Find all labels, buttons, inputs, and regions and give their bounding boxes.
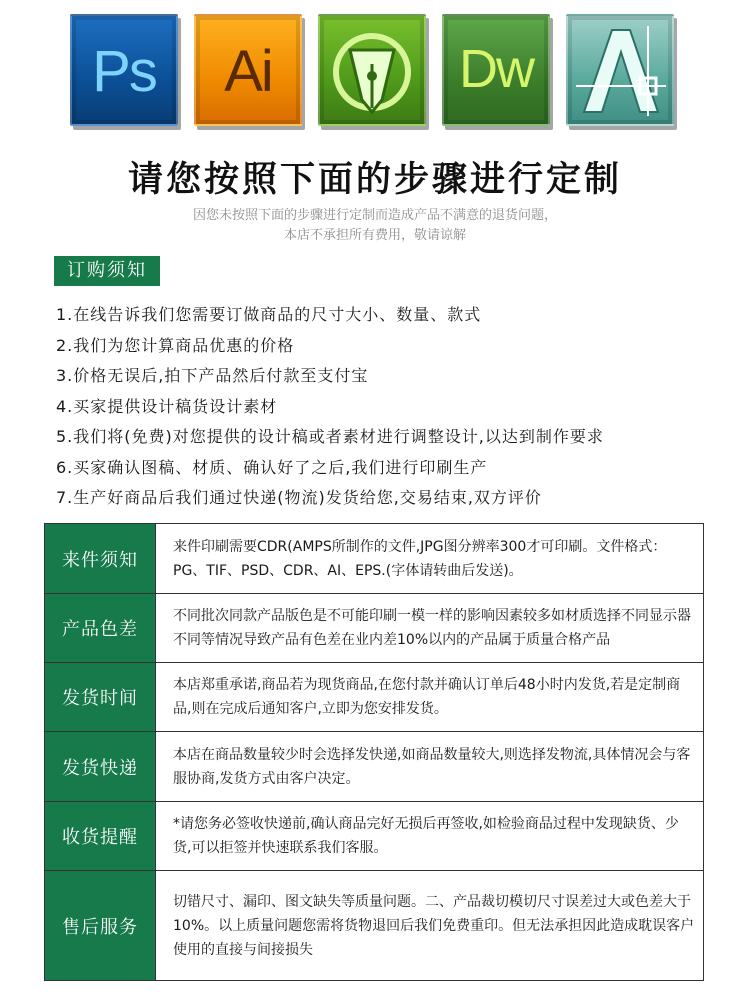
table-row (45, 594, 704, 663)
row-text: 切错尺寸、漏印、图文缺失等质量问题。二、产品裁切模切尺寸误差过大或色差大于10%。以上质量问题您需将货物退回后我们免费重印。但无法承担因此造成耽误客户使用的直接与间接损失 (156, 871, 704, 981)
illustrator-icon-label: Ai (224, 39, 272, 104)
dreamweaver-icon (442, 14, 550, 126)
row-label: 售后服务 (45, 871, 156, 981)
ordering-step: 1.在线告诉我们您需要订做商品的尺寸大小、数量、款式 (56, 305, 482, 324)
policy-table (44, 523, 704, 981)
page-title: 请您按照下面的步骤进行定制 (127, 160, 622, 200)
ordering-step: 4.买家提供设计稿货设计素材 (56, 396, 278, 416)
ordering-step: 3.价格无误后,拍下产品然后付款至支付宝 (56, 366, 369, 385)
autocad-icon (566, 14, 674, 126)
table-row (45, 663, 704, 732)
ordering-step: 2.我们为您计算商品优惠的价格 (56, 335, 295, 355)
row-text: 本店在商品数量较少时会选择发快递,如商品数量较大,则选择发物流,具体情况会与客服协商,发货方式由客户决定。 (156, 732, 704, 802)
ordering-notice-heading: 订购须知 (54, 256, 160, 286)
photoshop-icon (70, 14, 178, 126)
ordering-step: 7.生产好商品后我们通过快递(物流)发货给您,交易结束,双方评价 (56, 488, 542, 507)
pen-nib-icon (320, 16, 424, 124)
row-label: 来件须知 (45, 524, 156, 594)
ordering-step: 6.买家确认图稿、材质、确认好了之后,我们进行印刷生产 (56, 457, 488, 477)
row-text: *请您务必签收快递前,确认商品完好无损后再签收,如检验商品过程中发现缺货、少货,可以拒签并快速联系我们客服。 (156, 802, 704, 871)
row-text: 不同批次同款产品版色是不可能印刷一模一样的影响因素较多如材质选择不同显示器不同等情况导致产品有色差在业内差10%以内的产品属于质量合格产品 (156, 594, 704, 663)
table-row (45, 871, 704, 981)
autocad-a-icon (568, 16, 672, 124)
row-label: 产品色差 (45, 594, 156, 663)
row-text: 来件印刷需要CDR(AMPS所制作的文件,JPG图分辨率300才可印刷。文件格式：PG、TIF、PSD、CDR、AI、EPS.(字体请转曲后发送)。 (156, 524, 704, 594)
row-text: 本店郑重承诺,商品若为现货商品,在您付款并确认订单后48小时内发货,若是定制商品,则在完成后通知客户,立即为您安排发货。 (156, 663, 704, 732)
row-label: 收货提醒 (45, 802, 156, 871)
table-row (45, 524, 704, 594)
ordering-steps-list (56, 300, 604, 514)
photoshop-icon-label: Ps (92, 39, 156, 104)
illustrator-icon (194, 14, 302, 126)
row-label: 发货快递 (45, 732, 156, 802)
disclaimer-line-2: 本店不承担所有费用，敬请谅解 (283, 228, 466, 243)
software-icon-strip (70, 14, 682, 132)
row-label: 发货时间 (45, 663, 156, 732)
disclaimer-line-1: 因您未按照下面的步骤进行定制而造成产品不满意的退货问题， (192, 208, 557, 223)
dreamweaver-icon-label: Dw (459, 39, 533, 99)
table-row (45, 732, 704, 802)
disclaimer-text (0, 206, 750, 246)
ordering-step: 5.我们将(免费)对您提供的设计稿或者素材进行调整设计,以达到制作要求 (56, 427, 604, 446)
table-row (45, 802, 704, 871)
coreldraw-icon (318, 14, 426, 126)
